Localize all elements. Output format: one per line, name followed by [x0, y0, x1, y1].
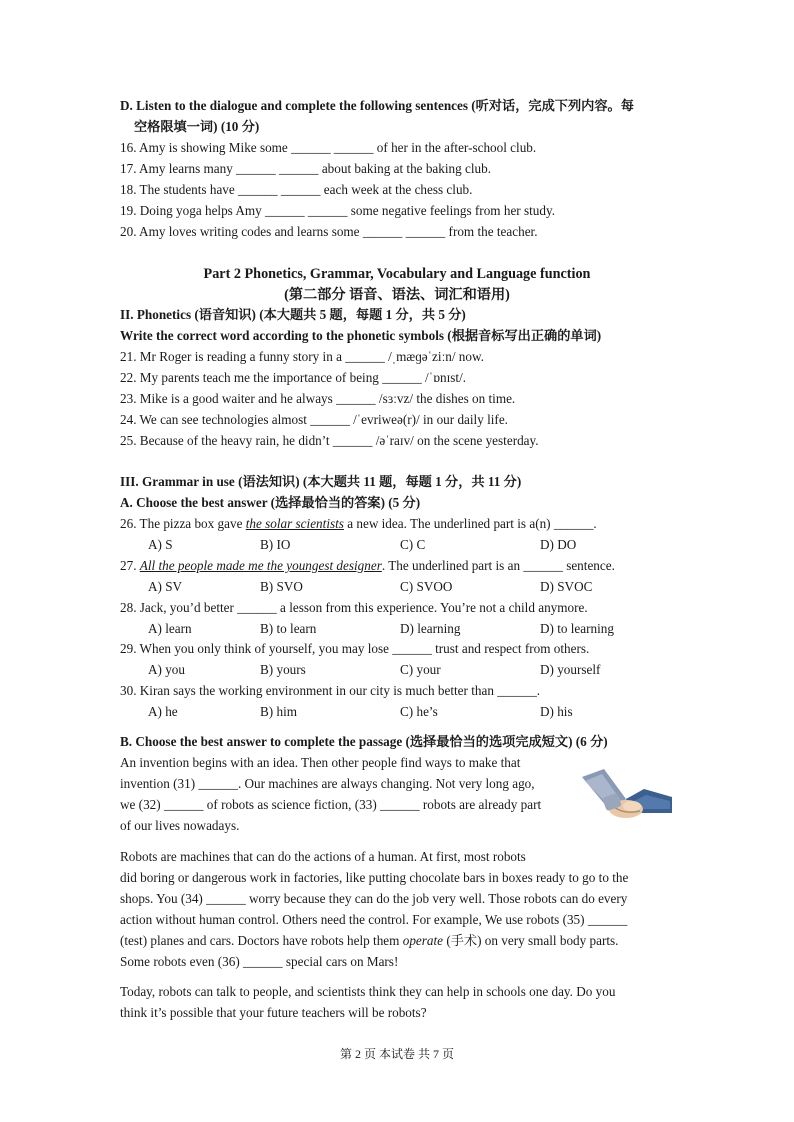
question-22: 22. My parents teach me the importance of being ______ /ˈɒnɪst/. — [120, 370, 467, 385]
q26-underlined: the solar scientists — [245, 516, 344, 531]
passage-operate-word: operate — [402, 933, 444, 948]
q30-option-d: D) his — [540, 704, 573, 719]
q28-option-c: D) learning — [400, 621, 461, 636]
q27-option-c: C) SVOO — [400, 579, 453, 594]
passage-p3-line2: think it’s possible that your future teachers will be robots? — [120, 1005, 427, 1020]
question-29: 29. When you only think of yourself, you may lose ______ trust and respect from others. — [120, 641, 590, 656]
page-footer: 第 2 页 本试卷 共 7 页 — [339, 1047, 454, 1061]
passage-p2-line2: shops. You (34) ______ worry because they can do the job very well. Those robots can do every — [120, 891, 628, 906]
question-23: 23. Mike is a good waiter and he always ______ /sɜːvz/ the dishes on time. — [120, 391, 516, 406]
section-d-heading-cont: 空格限填一词) (10 分) — [134, 119, 260, 134]
q27-option-a: A) SV — [148, 579, 183, 594]
passage-p1-line1: An invention begins with an idea. Then other people find ways to make that — [120, 755, 521, 770]
passage-sub-b: B. Choose the best answer to complete the passage (选择最恰当的选项完成短文) (6 分) — [120, 734, 608, 749]
phonetics-heading-label: II. Phonetics — [120, 307, 192, 322]
part2-title: Part 2 Phonetics, Grammar, Vocabulary and Language function — [203, 266, 591, 282]
q30-option-b: B) him — [260, 704, 297, 719]
q26-post: a new idea. The underlined part is a(n) ______. — [343, 516, 597, 531]
grammar-heading-label: III. Grammar in use — [120, 474, 235, 489]
q26-option-d: D) DO — [540, 537, 577, 552]
question-16: 16. Amy is showing Mike some ______ ______ of her in the after-school club. — [120, 140, 537, 155]
q26-pre: 26. The pizza box gave — [120, 516, 246, 531]
question-20: 20. Amy loves writing codes and learns some ______ ______ from the teacher. — [120, 224, 538, 239]
q28-option-b: B) to learn — [260, 621, 317, 636]
passage-p2-line4 — [120, 931, 618, 952]
question-25: 25. Because of the heavy rain, he didn’t ______ /əˈraɪv/ on the scene yesterday. — [120, 433, 539, 448]
q26-option-a: A) S — [148, 537, 173, 552]
q29-option-c: C) your — [400, 662, 441, 677]
question-24: 24. We can see technologies almost ______ /ˈevriweə(r)/ in our daily life. — [120, 412, 508, 427]
q27-option-b: B) SVO — [260, 579, 303, 594]
robot-handshake-icon — [582, 769, 672, 839]
passage-p2-last: Some robots even (36) ______ special cars on Mars! — [120, 954, 399, 969]
question-27 — [120, 556, 615, 577]
passage-operate-gloss: (手术) on very small body parts. — [443, 933, 619, 948]
q30-option-a: A) he — [148, 704, 178, 719]
q27-option-d: D) SVOC — [540, 579, 593, 594]
q29-option-d: D) yourself — [540, 662, 601, 677]
grammar-heading — [120, 472, 521, 493]
phonetics-heading — [120, 305, 466, 326]
passage-p1-line4: of our lives nowadays. — [120, 818, 240, 833]
q29-option-a: A) you — [148, 662, 185, 677]
passage-p2-first: Robots are machines that can do the actions of a human. At first, most robots — [120, 849, 526, 864]
q28-option-d: D) to learning — [540, 621, 614, 636]
phonetics-heading-score: (语音知识) (本大题共 5 题，每题 1 分，共 5 分) — [191, 307, 466, 322]
question-19: 19. Doing yoga helps Amy ______ ______ some negative feelings from her study. — [120, 203, 555, 218]
q28-option-a: A) learn — [148, 621, 192, 636]
q27-pre: 27. — [120, 558, 140, 573]
q27-underlined: All the people made me the youngest designer — [139, 558, 382, 573]
passage-p2-line1: did boring or dangerous work in factories, like putting chocolate bars in boxes ready to go to the — [120, 870, 629, 885]
passage-p1-line3: we (32) ______ of robots as science fiction, (33) ______ robots are already part — [120, 797, 542, 812]
q29-option-b: B) yours — [260, 662, 306, 677]
question-17: 17. Amy learns many ______ ______ about baking at the baking club. — [120, 161, 492, 176]
q30-option-c: C) he’s — [400, 704, 438, 719]
question-30: 30. Kiran says the working environment in our city is much better than ______. — [120, 683, 541, 698]
passage-p2-line4-text: (test) planes and cars. Doctors have robots help them — [120, 933, 403, 948]
passage-p1-line2: invention (31) ______. Our machines are always changing. Not very long ago, — [120, 776, 535, 791]
section-d-heading: D. Listen to the dialogue and complete the following sentences (听对话，完成下列内容。每 — [120, 98, 634, 113]
question-18: 18. The students have ______ ______ each week at the chess club. — [120, 182, 473, 197]
q26-option-b: B) IO — [260, 537, 291, 552]
passage-p2-line3: action without human control. Others need the control. For example, We use robots (35) ______ — [120, 912, 628, 927]
grammar-sub-a: A. Choose the best answer (选择最恰当的答案) (5 分) — [120, 495, 421, 510]
part2-title-zh: (第二部分 语音、语法、词汇和语用) — [284, 287, 510, 303]
q26-option-c: C) C — [400, 537, 426, 552]
question-26 — [120, 514, 597, 535]
phonetics-instruction: Write the correct word according to the phonetic symbols (根据音标写出正确的单词) — [120, 328, 602, 343]
q27-post: . The underlined part is an ______ sentence. — [381, 558, 615, 573]
passage-p3-line1: Today, robots can talk to people, and scientists think they can help in schools one day. Do you — [120, 984, 616, 999]
grammar-heading-score: (语法知识) (本大题共 11 题，每题 1 分，共 11 分) — [234, 474, 522, 489]
question-21: 21. Mr Roger is reading a funny story in a ______ /ˌmæɡəˈziːn/ now. — [120, 349, 484, 364]
question-28: 28. Jack, you’d better ______ a lesson from this experience. You’re not a child anymore. — [120, 600, 588, 615]
